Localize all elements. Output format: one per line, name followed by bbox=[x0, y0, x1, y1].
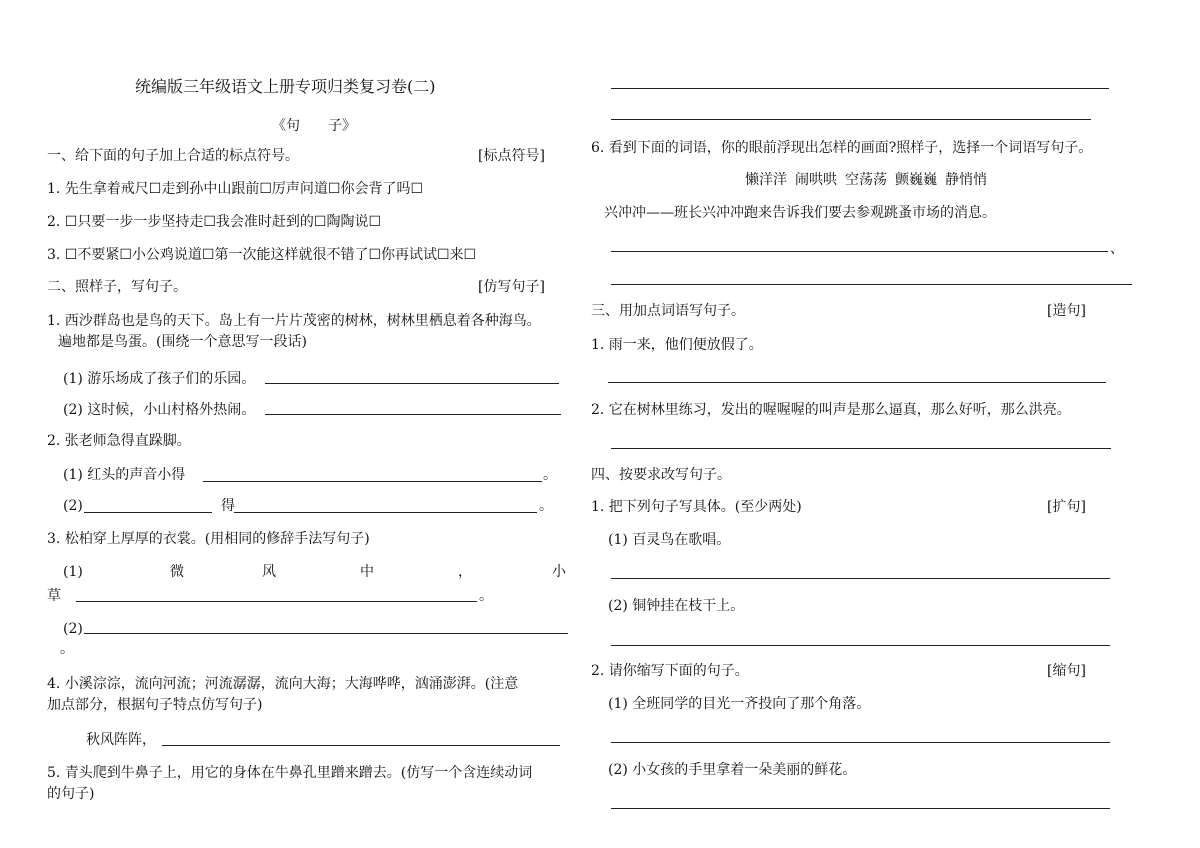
q6-word: 静悄悄 bbox=[945, 172, 987, 188]
s2-q1-prompt-2: (2) 这时候，小山村格外热闹。 bbox=[63, 402, 256, 418]
s2-q3-part: 小 bbox=[552, 564, 566, 580]
s4-question-2-tag: [缩句] bbox=[1047, 663, 1086, 679]
answer-line[interactable] bbox=[611, 284, 1132, 285]
s2-q2-prompt-1: (1) 红头的声音小得 bbox=[63, 467, 186, 483]
section-4-heading: 四、按要求改写句子。 bbox=[591, 467, 731, 483]
answer-line[interactable] bbox=[162, 745, 560, 746]
s4-question-2: 2. 请你缩写下面的句子。 bbox=[591, 663, 749, 679]
s2-q2-prompt-2-end: 。 bbox=[539, 498, 553, 514]
q6-word: 懒洋洋 bbox=[745, 172, 787, 188]
s2-q3-part: ， bbox=[458, 564, 472, 580]
s2-question-1-line1: 1. 西沙群岛也是鸟的天下。岛上有一片片茂密的树林，树林里栖息着各种海鸟。 bbox=[47, 313, 541, 329]
answer-line[interactable] bbox=[76, 601, 477, 602]
page-subtitle: 《句 子》 bbox=[272, 118, 356, 134]
q6-word: 闹哄哄 bbox=[795, 172, 837, 188]
s2-q4-prompt: 秋风阵阵， bbox=[86, 732, 156, 748]
s2-q3-part: 风 bbox=[262, 564, 276, 580]
s2-q2-prompt-1-end: 。 bbox=[543, 467, 557, 483]
answer-line[interactable] bbox=[203, 481, 542, 482]
q6-example: 兴冲冲——班长兴冲冲跑来告诉我们要去参观跳蚤市场的消息。 bbox=[604, 205, 996, 221]
answer-line[interactable] bbox=[84, 512, 212, 513]
q6-word: 空荡荡 bbox=[845, 172, 887, 188]
s1-question-3: 3. ☐不要紧☐小公鸡说道☐第一次能这样就很不错了☐你再试试☐来☐ bbox=[47, 247, 477, 263]
answer-line[interactable] bbox=[611, 251, 1108, 252]
answer-line[interactable] bbox=[611, 88, 1109, 89]
q6-mark: 、 bbox=[1110, 241, 1124, 257]
s2-q1-prompt-1: (1) 游乐场成了孩子们的乐园。 bbox=[63, 371, 256, 387]
s2-question-2: 2. 张老师急得直跺脚。 bbox=[47, 433, 191, 449]
s2-question-4-line1: 4. 小溪淙淙，流向河流；河流潺潺，流向大海；大海哗哗，汹涌澎湃。(注意 bbox=[47, 676, 519, 692]
answer-line[interactable] bbox=[611, 448, 1111, 449]
q6-word-list bbox=[745, 171, 995, 189]
s2-question-5-line2: 的句子) bbox=[47, 786, 95, 802]
s2-q2-prompt-2-mid: 得 bbox=[221, 498, 235, 514]
page-title: 统编版三年级语文上册专项归类复习卷(二) bbox=[135, 77, 436, 96]
section-3-heading: 三、用加点词语写句子。 bbox=[591, 303, 745, 319]
s4-question-1-tag: [扩句] bbox=[1047, 499, 1086, 515]
s2-q3-part: 中 bbox=[360, 564, 374, 580]
answer-line[interactable] bbox=[84, 633, 568, 634]
answer-line[interactable] bbox=[611, 742, 1110, 743]
s4-q1-prompt-1: (1) 百灵鸟在歌唱。 bbox=[608, 532, 731, 548]
s2-q3-part: (1) bbox=[63, 564, 83, 580]
q6-word: 颤巍巍 bbox=[895, 172, 937, 188]
s2-q3-prompt-2: (2) bbox=[63, 621, 83, 637]
s2-question-5-line1: 5. 青头爬到牛鼻子上，用它的身体在牛鼻孔里蹭来蹭去。(仿写一个含连续动词 bbox=[47, 765, 533, 781]
answer-line[interactable] bbox=[234, 512, 537, 513]
s2-q3-cont: 草 bbox=[47, 588, 61, 604]
section-1-tag: [标点符号] bbox=[478, 148, 545, 164]
section-2-heading: 二、照样子，写句子。 bbox=[47, 279, 187, 295]
answer-line[interactable] bbox=[608, 382, 1106, 383]
section-3-tag: [造句] bbox=[1047, 303, 1086, 319]
q6-question: 6. 看到下面的词语，你的眼前浮现出怎样的画面?照样子，选择一个词语写句子。 bbox=[591, 140, 1093, 156]
section-2-tag: [仿写句子] bbox=[478, 279, 545, 295]
answer-line[interactable] bbox=[611, 119, 1091, 120]
s1-question-1: 1. 先生拿着戒尺☐走到孙中山跟前☐厉声问道☐你会背了吗☐ bbox=[47, 181, 424, 197]
s2-q3-end: 。 bbox=[479, 588, 493, 604]
s4-q2-prompt-2: (2) 小女孩的手里拿着一朵美丽的鲜花。 bbox=[608, 762, 857, 778]
s3-question-1: 1. 雨一来，他们便放假了。 bbox=[591, 337, 763, 353]
s1-question-2: 2. ☐只要一步一步坚持走☐我会准时赶到的☐陶陶说☐ bbox=[47, 214, 382, 230]
s2-q2-prompt-2: (2) bbox=[63, 498, 83, 514]
s2-q3-prompt-2-end: 。 bbox=[60, 641, 74, 657]
answer-line[interactable] bbox=[611, 578, 1110, 579]
answer-line[interactable] bbox=[265, 383, 559, 384]
s4-q1-prompt-2: (2) 铜钟挂在枝干上。 bbox=[608, 598, 745, 614]
answer-line[interactable] bbox=[611, 645, 1110, 646]
s2-question-1-line2: 遍地都是鸟蛋。(围绕一个意思写一段话) bbox=[58, 334, 307, 350]
s4-q2-prompt-1: (1) 全班同学的目光一齐投向了那个角落。 bbox=[608, 696, 871, 712]
s2-question-4-line2: 加点部分，根据句子特点仿写句子) bbox=[47, 697, 263, 713]
section-1-heading: 一、给下面的句子加上合适的标点符号。 bbox=[47, 148, 299, 164]
s2-question-3: 3. 松柏穿上厚厚的衣裳。(用相同的修辞手法写句子) bbox=[47, 531, 370, 547]
answer-line[interactable] bbox=[265, 414, 561, 415]
answer-line[interactable] bbox=[611, 808, 1110, 809]
s3-question-2: 2. 它在树林里练习，发出的喔喔喔的叫声是那么逼真，那么好听，那么洪亮。 bbox=[591, 402, 1071, 418]
s4-question-1: 1. 把下列句子写具体。(至少两处) bbox=[591, 499, 802, 515]
s2-q3-part: 微 bbox=[170, 564, 184, 580]
